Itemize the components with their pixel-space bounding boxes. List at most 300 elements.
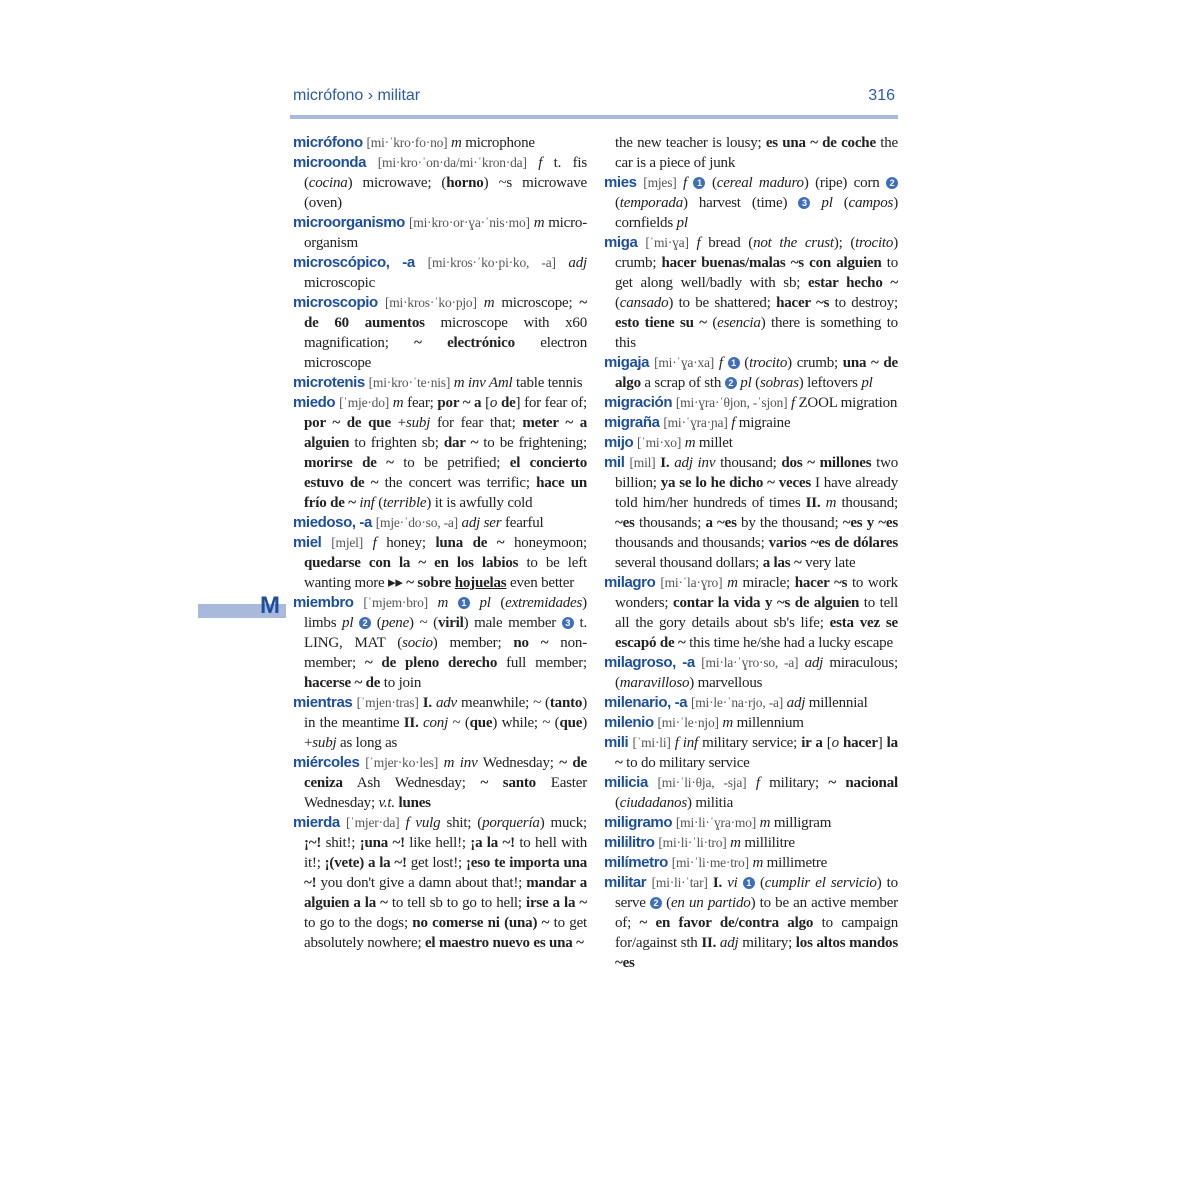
- phrase-text: que: [559, 715, 583, 731]
- definition-text: [527, 155, 538, 171]
- right-column: [604, 133, 898, 973]
- definition-text: (: [615, 795, 620, 811]
- pronunciation: [mje·ˈdo·so, -a]: [375, 515, 458, 530]
- phrase-text: irse a la ~: [525, 895, 587, 911]
- definition-text: millennial: [805, 695, 868, 711]
- definition-text: microphone: [461, 135, 535, 151]
- dictionary-entry: [293, 753, 587, 813]
- dictionary-entry: [604, 693, 898, 713]
- pronunciation: [mi·ˈle·njo]: [657, 715, 719, 730]
- pronunciation: [mi·kro·ˈte·nis]: [368, 375, 451, 390]
- definition-text: ) muck;: [539, 815, 587, 831]
- dictionary-entry: [604, 873, 898, 973]
- label-text: subj: [405, 415, 431, 431]
- dictionary-entry: [604, 713, 898, 733]
- dictionary-entry: [604, 813, 898, 833]
- dictionary-entry: [293, 153, 587, 213]
- pronunciation: [mi·ˈkro·fo·no]: [366, 135, 448, 150]
- pronunciation: [ˈmi·li]: [632, 735, 671, 750]
- phrase-text: ¡~!: [304, 835, 322, 851]
- definition-text: thousand;: [715, 455, 782, 471]
- dictionary-entry: [604, 233, 898, 353]
- label-text: temporada: [619, 195, 683, 211]
- label-text: conj: [423, 715, 449, 731]
- definition-text: ) ~s microwave (oven): [304, 175, 587, 211]
- pronunciation: [mi·kros·ˈko·pjo]: [384, 295, 477, 310]
- label-text: o: [831, 735, 839, 751]
- dictionary-entry: [604, 353, 898, 393]
- definition-text: [470, 595, 480, 611]
- definition-text: full member;: [497, 655, 587, 671]
- pronunciation: [mi·ˈla·ɣro]: [660, 575, 723, 590]
- definition-text: to tell sb to go to hell;: [387, 895, 526, 911]
- definition-text: the car is a piece of junk: [615, 135, 898, 171]
- sense-number-icon: 2: [886, 177, 898, 189]
- label-text: m: [533, 215, 545, 231]
- pronunciation: [mi·le·ˈna·rjo, -a]: [690, 695, 784, 710]
- label-text: pl: [861, 375, 873, 391]
- phrase-text: lunes: [394, 795, 431, 811]
- definition-text: by the thousand;: [736, 515, 843, 531]
- definition-text: ) to serve: [615, 875, 898, 911]
- label-text: socio: [402, 635, 433, 651]
- label-text: m: [752, 855, 764, 871]
- definition-text: ~ (: [448, 715, 470, 731]
- phrase-text: tanto: [549, 695, 583, 711]
- definition-text: (: [754, 875, 765, 891]
- definition-text: [: [481, 395, 490, 411]
- pronunciation: [mi·la·ˈɣro·so, -a]: [701, 655, 799, 670]
- headword: miembro: [293, 594, 364, 611]
- phrase-text: esta vez se escapó de ~: [615, 615, 898, 651]
- sense-number-icon: 3: [798, 197, 810, 209]
- phrase-text: hacer ~s: [794, 575, 848, 591]
- definition-text: to go to the dogs;: [304, 915, 413, 931]
- definition-text: [477, 295, 484, 311]
- label-text: m: [722, 715, 734, 731]
- phrase-text: I.: [660, 455, 670, 471]
- definition-text: ) militia: [686, 795, 734, 811]
- phrase-text: dos ~ millones: [781, 455, 872, 471]
- sense-number-icon: 1: [728, 357, 740, 369]
- definition-text: (: [706, 315, 718, 331]
- definition-text: non-member;: [304, 635, 588, 671]
- label-text: campos: [848, 195, 894, 211]
- label-text: f: [755, 775, 760, 791]
- label-text: trocito: [855, 235, 894, 251]
- pronunciation: [mi·ˈli·θja, -sja]: [657, 775, 747, 790]
- phrase-text: ir a: [801, 735, 823, 751]
- label-text: terrible: [383, 495, 427, 511]
- definition-text: (: [751, 375, 760, 391]
- definition-text: ); (: [833, 235, 856, 251]
- label-text: f: [731, 415, 736, 431]
- dictionary-entry: [604, 133, 898, 173]
- definition-text: to get along well/badly with sb;: [615, 255, 898, 291]
- definition-text: (: [374, 495, 383, 511]
- dictionary-entry: [293, 213, 587, 253]
- dictionary-entry: [604, 853, 898, 873]
- definition-text: Wednesday;: [477, 755, 560, 771]
- definition-text: ) while; ~ (: [492, 715, 560, 731]
- phrase-text: mandar a alguien a la ~: [304, 875, 587, 911]
- definition-text: (: [832, 195, 849, 211]
- headword: milagroso, -a: [604, 654, 702, 671]
- phrase-text: varios ~es de dólares: [768, 535, 899, 551]
- pronunciation: [mjel]: [331, 535, 364, 550]
- phrase-text: ~ de 60 aumentos: [304, 295, 587, 331]
- definition-text: (: [705, 175, 717, 191]
- dictionary-entry: [293, 813, 587, 953]
- headword: miedo: [293, 394, 340, 411]
- label-text: pl: [821, 195, 833, 211]
- definition-text: the new teacher is lousy;: [615, 135, 766, 151]
- label-text: sobras: [759, 375, 799, 391]
- headword: mies: [604, 174, 644, 191]
- dictionary-entry: [293, 253, 587, 293]
- definition-text: to tell all the gory details about sb's life;: [615, 595, 898, 631]
- headword: mili: [604, 734, 633, 751]
- definition-text: very late: [801, 555, 856, 571]
- definition-text: to get absolutely nowhere;: [304, 915, 587, 951]
- headword: miedoso, -a: [293, 514, 376, 531]
- definition-text: ) crumb;: [787, 355, 843, 371]
- header-rule: [290, 115, 898, 119]
- pronunciation: [mi·kro·or·ɣa·ˈnis·mo]: [409, 215, 530, 230]
- phrase-text: esto tiene su ~: [615, 315, 707, 331]
- pronunciation: [ˈmjer·da]: [346, 815, 400, 830]
- label-text: m: [825, 495, 837, 511]
- label-text: f inf: [674, 735, 699, 751]
- phrase-text: una ~ de algo: [615, 355, 898, 391]
- sense-number-icon: 3: [562, 617, 574, 629]
- header-guide-words: micrófono › militar: [293, 87, 421, 104]
- definition-text: (: [739, 355, 750, 371]
- definition-text: t. LING, MAT (: [304, 615, 587, 651]
- definition-text: milligram: [770, 815, 832, 831]
- phrase-text: hacerse ~ de: [304, 675, 381, 691]
- label-text: trocito: [749, 355, 788, 371]
- label-text: adj inv: [674, 455, 716, 471]
- phrase-text: quedarse con la ~ en los labios: [304, 555, 519, 571]
- dictionary-entry: [293, 293, 587, 373]
- pronunciation: [mi·ˈɣra·ɲa]: [663, 415, 728, 430]
- phrase-text: ¡una ~!: [359, 835, 405, 851]
- label-text: o: [489, 395, 498, 411]
- pronunciation: [mi·ˈli·me·tro]: [671, 855, 749, 870]
- label-text: adj: [719, 935, 739, 951]
- phrase-text: el concierto estuvo de ~: [304, 455, 588, 491]
- definition-text: microscope;: [494, 295, 580, 311]
- phrase-text: ~ sobre: [406, 575, 452, 591]
- dictionary-entry: [293, 513, 587, 533]
- definition-text: ) cornfields: [615, 195, 898, 231]
- label-text: cansado: [619, 295, 669, 311]
- phrase-text: dar ~: [443, 435, 479, 451]
- definition-text: ) to be shattered;: [668, 295, 777, 311]
- label-text: v.t.: [378, 795, 395, 811]
- label-text: cereal maduro: [716, 175, 804, 191]
- phrase-text: II.: [701, 935, 717, 951]
- headword: mililitro: [604, 834, 659, 851]
- sense-number-icon: 2: [725, 377, 737, 389]
- definition-text: [556, 255, 569, 271]
- pronunciation: [mil]: [629, 455, 656, 470]
- label-text: cumplir el servicio: [764, 875, 877, 891]
- dictionary-entry: [604, 453, 898, 573]
- headword: microorganismo: [293, 214, 410, 231]
- phrase-text: ~ santo: [480, 775, 536, 791]
- headword: militar: [604, 874, 652, 891]
- definition-text: ) it is awfully cold: [426, 495, 533, 511]
- dictionary-entry: [604, 653, 898, 693]
- definition-text: even better: [506, 575, 575, 591]
- phrase-text: ya se lo he dicho ~ veces: [660, 475, 812, 491]
- label-text: not the crust: [753, 235, 834, 251]
- definition-text: ) member;: [432, 635, 514, 651]
- definition-text: millimetre: [763, 855, 828, 871]
- definition-text: [746, 775, 755, 791]
- label-text: m: [727, 575, 738, 591]
- headword: milenio: [604, 714, 658, 731]
- definition-text: ) microwave; (: [347, 175, 447, 191]
- phrase-text: luna de ~: [435, 535, 505, 551]
- definition-text: millet: [695, 435, 733, 451]
- sense-number-icon: 1: [458, 597, 470, 609]
- dictionary-entry: [604, 393, 898, 413]
- label-text: f: [718, 355, 723, 371]
- label-text: m: [759, 815, 771, 831]
- label-text: f: [683, 175, 688, 191]
- definition-text: thousands and thousands;: [615, 535, 769, 551]
- label-text: m: [451, 135, 462, 151]
- label-text: cocina: [308, 175, 348, 191]
- phrase-text: ~ de pleno derecho: [364, 655, 498, 671]
- phrase-text: ~ de ceniza: [304, 755, 587, 791]
- sense-number-icon: 2: [650, 897, 662, 909]
- definition-text: meanwhile; ~ (: [457, 695, 550, 711]
- label-text: f: [372, 535, 377, 551]
- definition-text: to work wonders;: [615, 575, 898, 611]
- definition-text: I have already told him/her hundreds of times: [615, 475, 898, 511]
- headword: micrófono: [293, 134, 367, 151]
- definition-text: the concert was terrific;: [378, 475, 537, 491]
- pronunciation: [mi·kros·ˈko·pi·ko, -a]: [427, 255, 556, 270]
- definition-text: table tennis: [512, 375, 583, 391]
- dictionary-entry: [293, 533, 587, 593]
- phrase-text: hacer: [838, 735, 878, 751]
- phrase-text: por ~ a: [437, 395, 482, 411]
- label-text: m: [684, 435, 696, 451]
- definition-text: [: [822, 735, 832, 751]
- label-text: m: [392, 395, 404, 411]
- label-text: pl: [740, 375, 752, 391]
- phrase-text: no comerse ni (una) ~: [412, 915, 550, 931]
- phrase-text: hacer buenas/malas ~s con alguien: [661, 255, 882, 271]
- headword: migración: [604, 394, 676, 411]
- definition-text: ) leftovers: [798, 375, 862, 391]
- label-text: f: [696, 235, 701, 251]
- definition-text: like hell!;: [404, 835, 471, 851]
- definition-text: shit!;: [321, 835, 360, 851]
- phrase-text: estar hecho ~: [807, 275, 898, 291]
- label-text: ciudadanos: [619, 795, 687, 811]
- definition-text: +: [390, 415, 406, 431]
- dictionary-entry: [604, 573, 898, 653]
- pronunciation: [mjes]: [643, 175, 677, 190]
- definition-text: thousands;: [634, 515, 706, 531]
- phrase-text: viril: [437, 615, 464, 631]
- phrase-text: II.: [805, 495, 821, 511]
- definition-text: military service;: [698, 735, 802, 751]
- phrase-text: la ~: [615, 735, 898, 771]
- headword: milicia: [604, 774, 658, 791]
- definition-text: microscope with x60 magnification;: [304, 315, 587, 351]
- definition-text: military;: [738, 935, 796, 951]
- sense-number-icon: 2: [359, 617, 371, 629]
- headword: milagro: [604, 574, 661, 591]
- definition-text: ]: [877, 735, 887, 751]
- label-text: esencia: [717, 315, 761, 331]
- definition-text: get lost!;: [406, 855, 466, 871]
- label-text: maravilloso: [619, 675, 690, 691]
- headword: miligramo: [604, 814, 676, 831]
- label-text: adj: [568, 255, 587, 271]
- definition-text: (: [371, 615, 382, 631]
- phrase-text: hace un frío de ~: [304, 475, 587, 511]
- headword: microscópico, -a: [293, 254, 428, 271]
- thumb-index-letter: M: [260, 592, 280, 619]
- definition-text: honeymoon;: [504, 535, 587, 551]
- label-text: f: [790, 395, 795, 411]
- definition-text: (: [661, 895, 671, 911]
- label-text: adj ser: [461, 515, 502, 531]
- definition-text: (: [490, 595, 506, 611]
- dictionary-entry: [293, 693, 587, 753]
- definition-text: ) limbs: [304, 595, 587, 631]
- phrase-text: ~ nacional: [828, 775, 898, 791]
- definition-text: fearful: [501, 515, 544, 531]
- page-number: 316: [868, 87, 895, 104]
- definition-text: [689, 235, 697, 251]
- phrase-text: I.: [712, 875, 723, 891]
- definition-text: this time he/she had a lucky escape: [685, 635, 893, 651]
- label-text: adv: [435, 695, 458, 711]
- phrase-text: ~es y ~es: [842, 515, 898, 531]
- definition-text: ) ~ (: [409, 615, 438, 631]
- definition-text: microscopic: [304, 275, 376, 291]
- definition-text: ] for fear of;: [515, 395, 587, 411]
- definition-text: [723, 355, 728, 371]
- definition-text: Ash Wednesday;: [342, 775, 481, 791]
- phrase-text: ~es: [615, 515, 635, 531]
- definition-text: t. fis (: [304, 155, 587, 191]
- label-text: inf: [359, 495, 375, 511]
- definition-text: ) crumb;: [615, 235, 898, 271]
- definition-text: [810, 195, 821, 211]
- definition-text: shit; (: [440, 815, 483, 831]
- definition-text: millennium: [733, 715, 804, 731]
- definition-text: ) male member: [463, 615, 562, 631]
- definition-text: ) there is something to this: [615, 315, 898, 351]
- definition-text: two billion;: [615, 455, 899, 491]
- definition-text: to be petrified;: [393, 455, 510, 471]
- dictionary-entry: [604, 413, 898, 433]
- phrase-text: ¡eso te importa una ~!: [304, 855, 588, 891]
- headword: miércoles: [293, 754, 366, 771]
- dictionary-entry: [604, 773, 898, 813]
- phrase-text: hojuelas: [454, 575, 507, 591]
- phrase-text: a ~es: [705, 515, 737, 531]
- running-header: [293, 87, 897, 109]
- dictionary-entry: [293, 393, 587, 513]
- pronunciation: [ˈmi·ɣa]: [645, 235, 689, 250]
- pronunciation: [ˈmjem·bro]: [363, 595, 428, 610]
- definition-text: ) in the meantime: [304, 695, 587, 731]
- dictionary-entry: [604, 433, 898, 453]
- pronunciation: [mi·ɣra·ˈθjon, -ˈsjon]: [675, 395, 788, 410]
- phrase-text: morirse de ~: [304, 455, 394, 471]
- label-text: m inv: [443, 755, 478, 771]
- phrase-text: ~ electrónico: [414, 335, 515, 351]
- headword: mientras: [293, 694, 357, 711]
- definition-text: electron microscope: [304, 335, 587, 371]
- phrase-text: ¡(vete) a la ~!: [324, 855, 407, 871]
- pronunciation: [mi·li·ˈɣra·mo]: [675, 815, 757, 830]
- definition-text: to hell with it!;: [304, 835, 587, 871]
- definition-text: military;: [759, 775, 829, 791]
- pronunciation: [mi·ˈɣa·xa]: [654, 355, 715, 370]
- definition-text: miraculous; (: [615, 655, 898, 691]
- pronunciation: [ˈmjer·ko·les]: [365, 755, 439, 770]
- definition-text: ZOOL migration: [794, 395, 898, 411]
- label-text: vi: [727, 875, 738, 891]
- definition-text: millilitre: [740, 835, 795, 851]
- headword: mierda: [293, 814, 346, 831]
- dictionary-entry: [293, 133, 587, 153]
- phrase-text: es una ~ de coche: [765, 135, 876, 151]
- label-text: m: [437, 595, 449, 611]
- definition-text: bread (: [700, 235, 754, 251]
- label-text: en un partido: [670, 895, 751, 911]
- phrase-text: ¡a la ~!: [470, 835, 515, 851]
- label-text: f vulg: [405, 815, 441, 831]
- definition-text: ) to be an active member of;: [615, 895, 898, 931]
- definition-text: (: [615, 195, 620, 211]
- definition-text: ) marvellous: [689, 675, 763, 691]
- label-text: pl: [676, 215, 688, 231]
- definition-text: (: [615, 295, 620, 311]
- headword: microscopio: [293, 294, 385, 311]
- phrase-text: hacer ~s: [776, 295, 830, 311]
- dictionary-entry: [604, 733, 898, 773]
- phrase-text: horno: [446, 175, 484, 191]
- label-text: adj: [804, 655, 824, 671]
- headword: miel: [293, 534, 332, 551]
- phrase-text: que: [469, 715, 493, 731]
- dictionary-entry: [604, 833, 898, 853]
- pronunciation: [ˈmi·xo]: [637, 435, 682, 450]
- definition-text: [428, 595, 438, 611]
- headword: mil: [604, 454, 630, 471]
- label-text: pene: [381, 615, 410, 631]
- label-text: pl: [342, 615, 354, 631]
- phrase-text: II.: [403, 715, 419, 731]
- definition-text: ) +: [304, 715, 587, 751]
- definition-text: thousand;: [836, 495, 898, 511]
- pronunciation: [ˈmjen·tras]: [356, 695, 419, 710]
- definition-text: to frighten sb;: [349, 435, 444, 451]
